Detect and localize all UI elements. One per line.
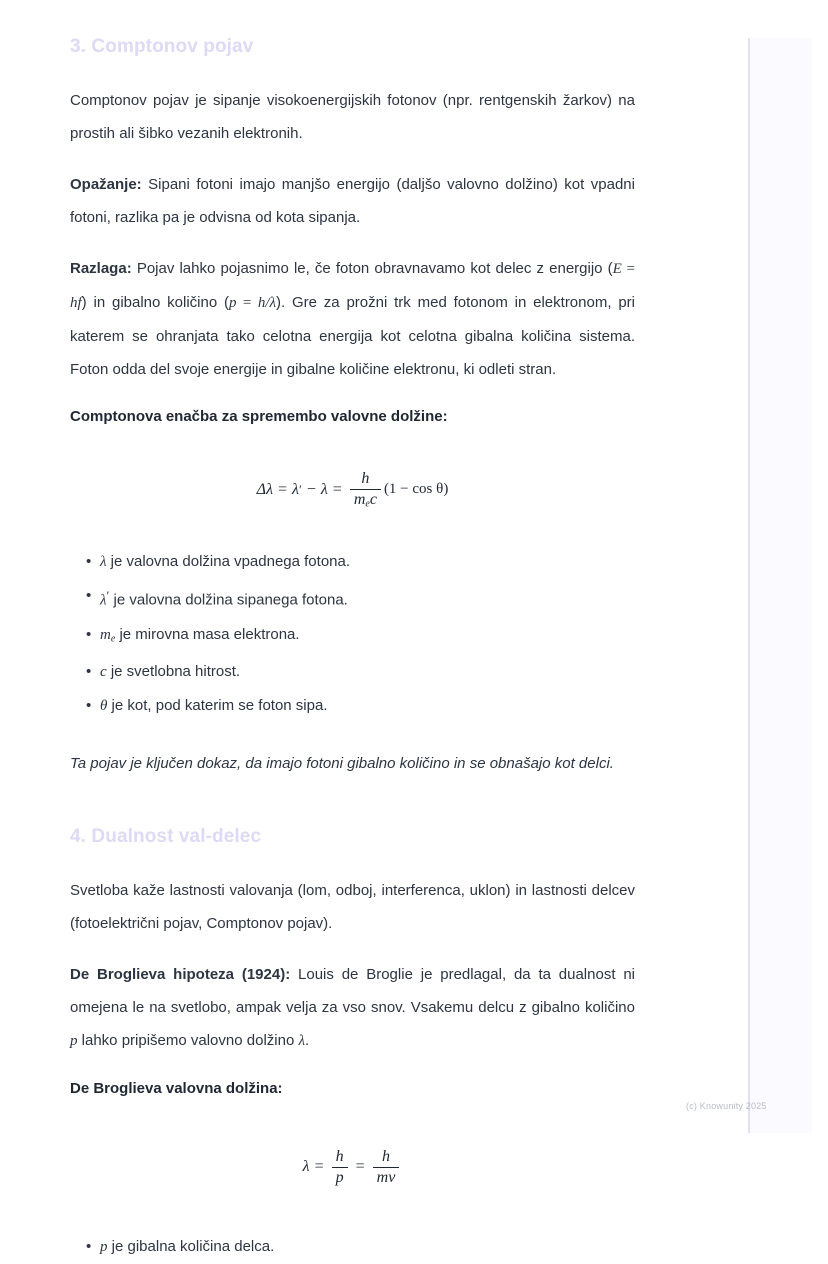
var-symbol-p: p	[100, 1239, 108, 1256]
compton-minus: −	[306, 480, 316, 498]
list-item	[70, 655, 635, 689]
debroglie-lambda: λ	[302, 1158, 310, 1176]
var-symbol-lambda: λ	[100, 554, 107, 571]
var-symbol-lambda-prime: λ	[100, 592, 107, 609]
debroglie-fraction-1	[332, 1148, 348, 1186]
list-item	[70, 689, 635, 723]
var-symbol-m: m	[100, 626, 111, 643]
compton-fraction-numerator: h	[361, 470, 370, 487]
var-desc-me: je mirovna masa elektrona.	[115, 625, 300, 643]
var-desc-lambda: je valovna dolžina vpadnega fotona.	[106, 553, 351, 571]
explanation-label: Razlaga:	[70, 260, 132, 277]
var-symbol-m-sub: e	[110, 633, 116, 645]
debroglie-fraction-2-numerator: h	[382, 1148, 390, 1166]
explanation-text-1: Pojav lahko pojasnimo le, če foton obravnavamo kot delec z energijo (	[131, 260, 613, 277]
paragraph-hypothesis	[70, 958, 635, 1058]
explanation-text-3: ). Gre za prožni trk med fotonom in elektronom, pri katerem se ohranjata tako celotna energija kot celotna gibalna količina sistema. Foton odda del svoje energije in gibalne količine elektronu, ki odleti stran.	[70, 294, 635, 378]
document-content	[70, 34, 635, 1264]
compton-fraction	[350, 470, 381, 509]
debroglie-variable-list	[70, 1230, 635, 1264]
compton-delta-lambda: Δλ	[256, 480, 273, 498]
observation-text: Sipani fotoni imajo manjšo energijo (daljšo valovno dolžino) kot vpadni fotoni, razlika pa je odvisna od kota sipanja.	[70, 176, 635, 226]
list-item	[70, 545, 635, 579]
section-heading-dualnost: 4. Dualnost val-delec	[70, 826, 262, 848]
hypothesis-text-2: lahko pripišemo valovno dolžino	[77, 1032, 299, 1050]
paragraph-explanation	[70, 252, 635, 386]
inline-eq-1: =	[621, 261, 635, 277]
paragraph-compton-closing	[70, 747, 635, 780]
spacer-after-variable-list	[70, 723, 635, 747]
debroglie-equation	[70, 1148, 635, 1186]
list-item	[70, 579, 635, 618]
compton-denominator-e: e	[365, 498, 370, 510]
right-edge-strip	[748, 38, 812, 1133]
list-item	[70, 1230, 635, 1264]
debroglie-fraction-1-denominator: p	[332, 1167, 348, 1187]
debroglie-fraction-2	[373, 1148, 400, 1186]
hypothesis-text-3: .	[304, 1032, 310, 1050]
compton-equation	[70, 470, 635, 509]
var-desc-c: je svetlobna hitrost.	[106, 663, 241, 681]
compton-equals-2: =	[332, 480, 342, 498]
paragraph-compton-intro	[70, 84, 635, 150]
debroglie-fraction-1-numerator: h	[335, 1148, 344, 1166]
inline-var-p-hypothesis: p	[70, 1033, 78, 1050]
compton-equals-1: =	[278, 480, 288, 498]
section-heading-compton: 3. Comptonov pojav	[70, 36, 254, 57]
debroglie-fraction-2-denominator: mv	[373, 1167, 400, 1187]
var-prime-mark: ′	[106, 588, 110, 604]
debroglie-formula-label: De Broglieva valovna dolžina:	[70, 1080, 283, 1098]
paragraph-observation	[70, 168, 635, 234]
compton-variable-list	[70, 545, 635, 723]
paragraph-compton-intro-text: Comptonov pojav je sipanje visokoenergijskih fotonov (npr. rentgenskih žarkov) na prostih ali šibko vezanih elektronih.	[70, 92, 635, 142]
inline-var-hf: hf	[70, 295, 82, 311]
var-desc-p: je gibalna količina delca.	[107, 1238, 275, 1256]
inline-eq-2: =	[236, 295, 258, 311]
var-symbol-theta: θ	[100, 698, 108, 715]
compton-lambda-prime: λ	[292, 480, 299, 498]
copyright-watermark: (c) Knowunity 2025	[686, 1101, 767, 1111]
compton-fraction-denominator	[350, 489, 381, 510]
compton-cos-term: (1 − cos θ)	[383, 481, 449, 498]
compton-denominator-c: c	[369, 490, 377, 508]
compton-lambda: λ	[320, 480, 328, 498]
inline-var-E: E	[612, 261, 622, 277]
paragraph-dualnost-intro-text: Svetloba kaže lastnosti valovanja (lom, odboj, interferenca, uklon) in lastnosti delcev (fotoelektrični pojav, Comptonov pojav).	[70, 882, 635, 933]
inline-var-lambda-hypothesis: λ	[298, 1033, 305, 1050]
compton-closing-text: Ta pojav je ključen dokaz, da imajo fotoni gibalno količino in se obnašajo kot delci.	[70, 755, 614, 773]
observation-label: Opažanje:	[70, 176, 142, 193]
var-desc-lambda-prime: je valovna dolžina sipanega fotona.	[109, 591, 348, 609]
debroglie-equals-2: =	[355, 1158, 365, 1176]
compton-denominator-m: m	[353, 490, 366, 508]
compton-formula-label: Comptonova enačba za spremembo valovne dolžine:	[70, 408, 448, 425]
inline-var-p: p	[229, 295, 237, 311]
explanation-text-2: ) in gibalno količino (	[81, 294, 230, 311]
hypothesis-text-1: Louis de Broglie je predlagal, da ta dualnost ni omejena le na svetlobo, ampak velja za vso snov. Vsakemu delcu z gibalno količino	[70, 966, 635, 1017]
debroglie-equation-expression	[303, 1148, 403, 1186]
hypothesis-label: De Broglieva hipoteza (1924):	[70, 966, 291, 984]
paragraph-dualnost-intro	[70, 874, 635, 940]
var-symbol-c: c	[100, 664, 107, 681]
compton-equation-expression	[257, 470, 449, 509]
compton-prime-mark: ′	[298, 481, 302, 497]
var-desc-theta: je kot, pod katerim se foton sipa.	[107, 697, 328, 715]
inline-var-h-over-lambda: h/λ	[257, 295, 276, 311]
debroglie-equals-1: =	[314, 1158, 324, 1176]
list-item	[70, 618, 635, 656]
